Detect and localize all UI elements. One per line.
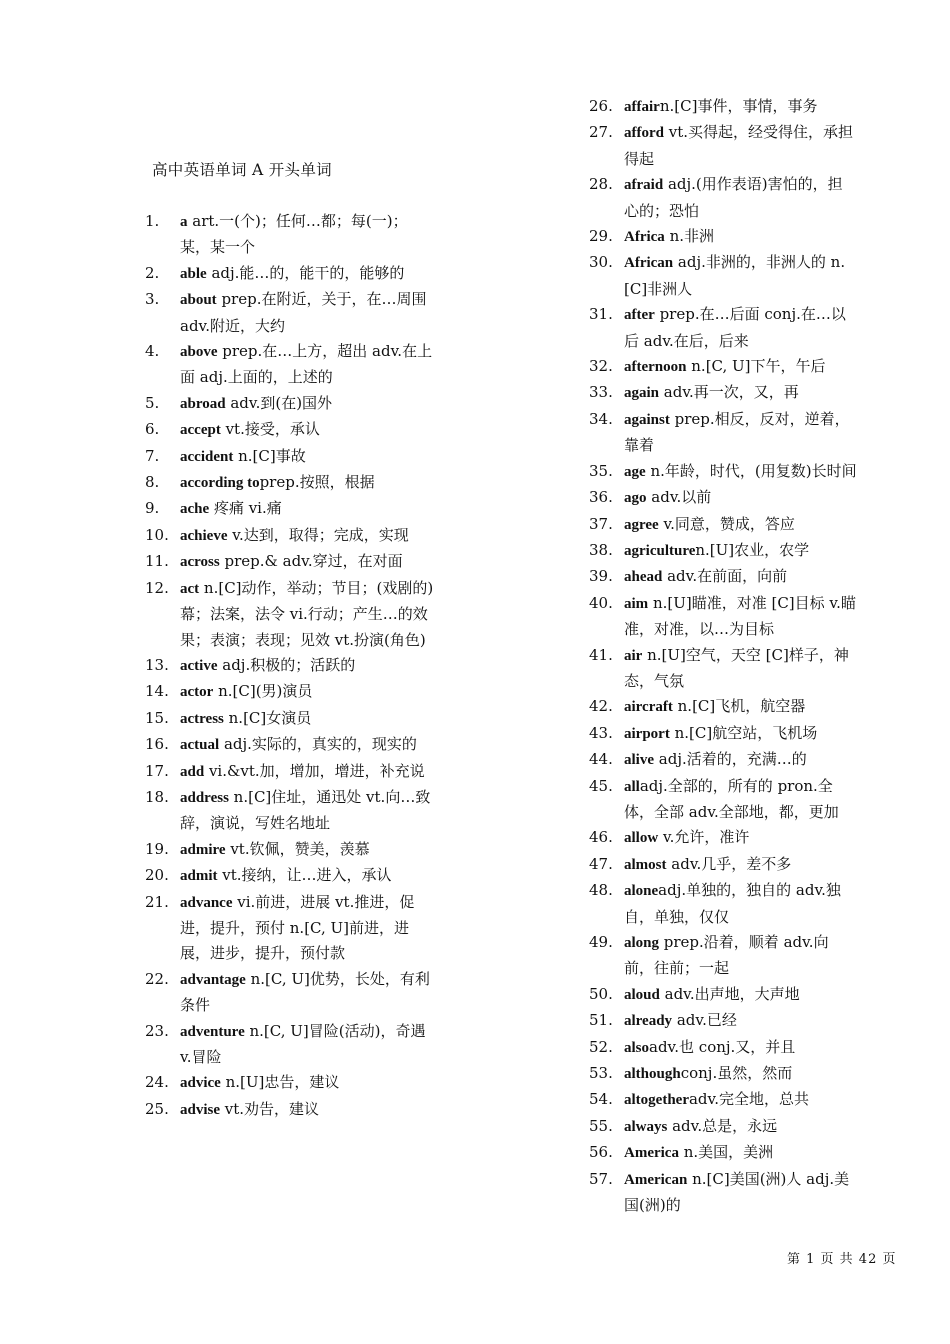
headword: afford [624,125,664,142]
entry-number: 53. [589,1064,613,1083]
vocabulary-entry [145,1019,435,1071]
headword: allow [624,830,659,847]
definition: n.[U]瞄准，对准 [C]目标 v.瞄准，对准，以…为目标 [624,593,856,639]
vocabulary-entry [145,444,435,470]
definition: conj.虽然，然而 [680,1064,793,1083]
entry-body [180,759,435,785]
vocabulary-entry [145,653,435,679]
entry-number: 37. [589,514,613,533]
definition: n.[C]航空站，飞机场 [669,723,818,742]
vocabulary-entry [145,576,435,653]
definition: adv.也 conj.又，并且 [649,1037,796,1056]
vocabulary-entry [589,747,857,773]
headword: actual [180,737,220,754]
entry-number: 9. [145,499,160,518]
entry-body [624,512,857,538]
definition: n.[C, U]下午，午后 [686,357,826,376]
vocabulary-entry [589,930,857,982]
vocabulary-entry [589,172,857,224]
vocabulary-entry [589,354,857,380]
headword: actor [180,684,214,701]
headword: agriculture [624,542,696,559]
vocabulary-entry [145,261,435,287]
entry-number: 2. [145,263,160,282]
headword: alive [624,752,654,769]
headword: although [624,1066,681,1083]
entry-number: 16. [145,735,169,754]
headword: add [180,763,205,780]
definition: adv.几乎，差不多 [666,854,792,873]
headword: achieve [180,527,228,544]
vocabulary-entry [589,380,857,406]
entry-body [624,747,857,773]
entry-number: 21. [145,892,169,911]
definition: adv.出声地，大声地 [659,984,800,1003]
entry-number: 24. [145,1073,169,1092]
definition: prep.沿着，顺着 adv.向前，往前；一起 [624,933,829,978]
vocabulary-entry [589,982,857,1008]
headword: ago [624,490,647,507]
headword: above [180,344,218,361]
entry-number: 15. [145,708,169,727]
vocabulary-entry [589,120,857,172]
entry-number: 32. [589,357,613,376]
entry-body [624,721,857,747]
entry-body [180,576,435,653]
page-footer: 第 1 页 共 42 页 [787,1252,897,1267]
definition: 疼痛 vi.痛 [209,499,282,518]
entry-number: 10. [145,525,169,544]
definition: prep.在…后面 conj.在…以后 adv.在后，后来 [624,305,846,350]
entry-body [180,549,435,575]
entry-number: 56. [589,1143,613,1162]
vocabulary-entry [589,1140,857,1166]
entry-body [624,825,857,851]
entry-body [180,209,435,261]
entry-body [180,496,435,522]
headword: abroad [180,395,226,412]
vocabulary-entry [589,852,857,878]
vocabulary-entry [145,417,435,443]
entry-body [624,354,857,380]
vocabulary-entry [145,339,435,391]
vocabulary-entry [589,250,857,302]
entry-number: 14. [145,682,169,701]
entry-number: 5. [145,393,160,412]
headword: ahead [624,569,663,586]
entry-body [180,863,435,889]
headword: Africa [624,229,665,246]
entry-number: 57. [589,1169,613,1188]
definition: adj.活着的，充满…的 [654,750,807,769]
vocabulary-entry [589,774,857,826]
definition: n.[C]女演员 [223,708,312,727]
entry-number: 23. [145,1021,169,1040]
entry-body [180,653,435,679]
vocabulary-entry [589,1008,857,1034]
entry-body [624,643,857,695]
entry-number: 33. [589,383,613,402]
headword: also [624,1039,650,1056]
definition: adj.(用作表语)害怕的，担心的；恐怕 [624,175,843,220]
headword: age [624,463,646,480]
definition: vt.买得起，经受得住，承担得起 [624,123,854,168]
headword: aim [624,595,649,612]
entry-body [624,1140,857,1166]
entry-body [624,380,857,406]
entry-body [624,172,857,224]
definition: prep.相反，反对，逆着，靠着 [624,409,850,455]
entry-number: 8. [145,473,160,492]
definition: vi.&vt.加，增加，增进，补充说 [204,761,425,780]
headword: air [624,647,643,664]
vocabulary-entry [589,721,857,747]
entry-body [624,878,857,930]
entry-body [624,224,857,250]
entry-number: 30. [589,253,613,272]
entry-body [624,485,857,511]
headword: act [180,580,200,597]
definition: adv.总是，永远 [667,1116,778,1135]
headword: African [624,255,674,272]
headword: American [624,1171,688,1188]
definition: n.[C]事件，事情，事务 [659,97,818,115]
entry-number: 47. [589,854,613,873]
headword: a [180,214,188,230]
vocabulary-entry [145,523,435,549]
entry-number: 42. [589,697,613,716]
entry-body [624,1035,857,1061]
entry-body [624,591,857,643]
entry-body [180,470,435,496]
definition: adj.实际的，真实的，现实的 [219,735,417,754]
entry-body [624,1087,857,1113]
headword: aircraft [624,699,673,716]
entry-body [624,1167,857,1219]
definition: n.[C, U]优势，长处，有利条件 [180,969,430,1015]
definition: n.年龄，时代，(用复数)长时间 [645,461,857,480]
entry-body [180,837,435,863]
definition: adv.到(在)国外 [225,393,333,412]
definition: v.达到，取得；完成，实现 [227,525,409,544]
entry-body [624,930,857,982]
definition: n.[U]空气，天空 [C]样子，神态，气氛 [624,645,849,690]
definition: adv.已经 [672,1011,737,1030]
entry-number: 49. [589,933,613,951]
entry-body [624,459,857,485]
vocabulary-entry [145,1097,435,1123]
vocabulary-entry [145,785,435,837]
definition: n.[C, U]冒险(活动)，奇遇 v.冒险 [180,1021,426,1066]
entry-body [180,967,435,1019]
vocabulary-entry [589,591,857,643]
definition: adj.非洲的，非洲人的 n.[C]非洲人 [624,253,846,298]
vocabulary-entry [589,485,857,511]
definition: adv.完全地，总共 [688,1090,809,1109]
headword: agree [624,516,659,533]
entry-number: 18. [145,787,169,806]
entry-number: 39. [589,567,613,586]
vocabulary-entry [145,470,435,496]
entry-body [180,523,435,549]
entry-number: 43. [589,723,613,742]
vocabulary-entry [589,1114,857,1140]
definition: art.一(个)；任何…都；每(一)；某，某一个 [180,212,408,257]
definition: adj.全部的，所有的 pron.全体，全部 adv.全部地，都，更加 [624,776,839,821]
entry-number: 26. [589,97,613,115]
headword: always [624,1118,668,1135]
entry-number: 11. [145,552,169,571]
definition: n.[C]动作，举动；节目；(戏剧的)幕；法案，法令 vi.行动；产生…的效果；表演；表现；见效 vt.扮演(角色) [180,578,434,649]
headword: ache [180,501,210,518]
entry-number: 7. [145,446,160,465]
vocabulary-entry [589,538,857,564]
vocabulary-entry [589,1167,857,1219]
vocabulary-entry [145,890,435,967]
definition: vt.接纳，让…进入，承认 [217,866,392,885]
entry-body [180,1070,435,1096]
headword: all [624,778,640,795]
headword: after [624,307,655,324]
entry-number: 51. [589,1011,613,1030]
entry-body [624,982,857,1008]
vocabulary-list-left [145,209,435,1123]
headword: according to [180,475,260,492]
entry-number: 12. [145,578,169,597]
entry-number: 27. [589,123,613,142]
vocabulary-entry [145,287,435,339]
vocabulary-entry [589,407,857,459]
definition: n.非洲 [664,227,715,246]
entry-body [180,679,435,705]
entry-body [180,261,435,287]
entry-number: 13. [145,655,169,674]
entry-body [624,564,857,590]
entry-body [180,1019,435,1071]
definition: adj.单独的，独自的 adv.独自，单独，仅仅 [624,881,841,926]
entry-number: 41. [589,645,613,664]
definition: adv.在前面，向前 [662,567,788,586]
definition: n.[U]忠告，建议 [220,1073,340,1092]
definition: prep.在…上方，超出 adv.在上面 adj.上面的，上述的 [180,342,433,387]
definition: n.[C]事故 [233,446,306,465]
entry-body [624,407,857,459]
vocabulary-entry [145,967,435,1019]
entry-number: 55. [589,1116,613,1135]
vocabulary-entry [145,209,435,261]
entry-number: 6. [145,420,160,439]
definition: vt.接受，承认 [220,420,320,439]
definition: n.[C]住址，通迅处 vt.向…致辞，演说，写姓名地址 [180,787,431,833]
headword: across [180,554,220,571]
headword: admit [180,868,218,885]
entry-body [624,1008,857,1034]
entry-number: 38. [589,540,613,559]
headword: address [180,789,229,806]
entry-number: 35. [589,461,613,480]
entry-body [180,339,435,391]
right-column [589,94,857,1218]
entry-body [180,785,435,837]
definition: n.[C]美国(洲)人 adj.美国(洲)的 [624,1169,850,1215]
headword: advantage [180,971,246,988]
entry-number: 19. [145,839,169,858]
vocabulary-entry [589,694,857,720]
definition: adv.再一次，又，再 [659,383,799,402]
headword: against [624,411,670,428]
left-column [145,209,435,1123]
entry-body [180,1097,435,1123]
vocabulary-list-right [589,94,857,1218]
entry-number: 50. [589,984,613,1003]
entry-number: 34. [589,409,613,428]
entry-number: 1. [145,212,160,230]
headword: again [624,385,660,402]
entry-number: 46. [589,828,613,847]
entry-body [180,444,435,470]
headword: able [180,265,207,282]
vocabulary-entry [589,94,857,120]
vocabulary-entry [145,863,435,889]
definition: n.美国，美洲 [678,1143,774,1162]
definition: vt.劝告，建议 [220,1099,320,1118]
definition: v.同意，赞成，答应 [658,514,795,533]
headword: already [624,1013,673,1030]
headword: advise [180,1101,221,1118]
headword: alone [624,883,659,900]
headword: about [180,292,217,309]
headword: afternoon [624,359,687,376]
entry-body [180,732,435,758]
headword: adventure [180,1023,245,1040]
vocabulary-entry [589,643,857,695]
headword: afraid [624,177,664,194]
entry-number: 3. [145,290,160,309]
entry-body [180,391,435,417]
entry-body [180,890,435,967]
headword: accident [180,448,234,465]
headword: aloud [624,986,660,1003]
definition: n.[U]农业，农学 [695,540,810,559]
definition: adj.能…的，能干的，能够的 [206,263,405,282]
entry-body [624,1114,857,1140]
entry-number: 25. [145,1099,169,1118]
headword: actress [180,710,224,727]
definition: prep.在附近，关于，在…周围 adv.附近，大约 [180,290,427,335]
entry-body [180,287,435,339]
headword: advance [180,894,233,911]
entry-number: 44. [589,750,613,769]
vocabulary-entry [145,837,435,863]
entry-body [624,774,857,826]
page-title: 高中英语单词 A 开头单词 [152,161,332,179]
vocabulary-entry [589,302,857,354]
headword: active [180,657,218,674]
entry-body [624,852,857,878]
vocabulary-entry [589,224,857,250]
vocabulary-entry [589,564,857,590]
entry-number: 4. [145,342,160,361]
definition: v.允许，准许 [658,828,750,847]
definition: n.[C]飞机，航空器 [672,697,806,716]
headword: advice [180,1075,221,1092]
entry-body [624,302,857,354]
vocabulary-entry [145,732,435,758]
headword: admire [180,841,226,858]
definition: adj.积极的；活跃的 [217,655,356,674]
entry-body [624,694,857,720]
vocabulary-entry [145,679,435,705]
vocabulary-entry [145,1070,435,1096]
headword: almost [624,856,667,873]
entry-number: 54. [589,1090,613,1109]
vocabulary-entry [589,1061,857,1087]
entry-number: 22. [145,969,169,988]
entry-body [180,417,435,443]
headword: accept [180,422,221,439]
entry-number: 40. [589,593,613,612]
definition: prep.按照，根据 [259,473,375,492]
entry-number: 36. [589,488,613,507]
vocabulary-entry [145,496,435,522]
headword: along [624,935,660,951]
definition: vi.前进，进展 vt.推进，促进，提升，预付 n.[C, U]前进，进展，进步，提升，预付款 [180,892,415,963]
entry-number: 28. [589,175,613,194]
entry-number: 20. [145,866,169,885]
vocabulary-entry [589,512,857,538]
vocabulary-entry [589,1035,857,1061]
entry-body [624,94,857,120]
vocabulary-entry [589,878,857,930]
entry-number: 48. [589,881,613,900]
entry-number: 17. [145,761,169,780]
headword: America [624,1145,679,1162]
vocabulary-entry [589,1087,857,1113]
headword: airport [624,725,670,742]
definition: prep.& adv.穿过，在对面 [219,552,403,571]
vocabulary-entry [145,391,435,417]
entry-number: 45. [589,776,613,795]
entry-body [624,250,857,302]
vocabulary-entry [589,825,857,851]
entry-body [624,120,857,172]
vocabulary-entry [589,459,857,485]
entry-body [624,538,857,564]
definition: n.[C](男)演员 [213,682,313,701]
entry-number: 31. [589,305,613,324]
vocabulary-entry [145,549,435,575]
headword: affair [624,99,660,115]
entry-body [624,1061,857,1087]
definition: adv.以前 [646,488,712,507]
headword: altogether [624,1092,689,1109]
entry-number: 52. [589,1037,613,1056]
entry-number: 29. [589,227,613,246]
entry-body [180,706,435,732]
vocabulary-entry [145,706,435,732]
vocabulary-entry [145,759,435,785]
definition: vt.钦佩，赞美，羡慕 [225,839,370,858]
